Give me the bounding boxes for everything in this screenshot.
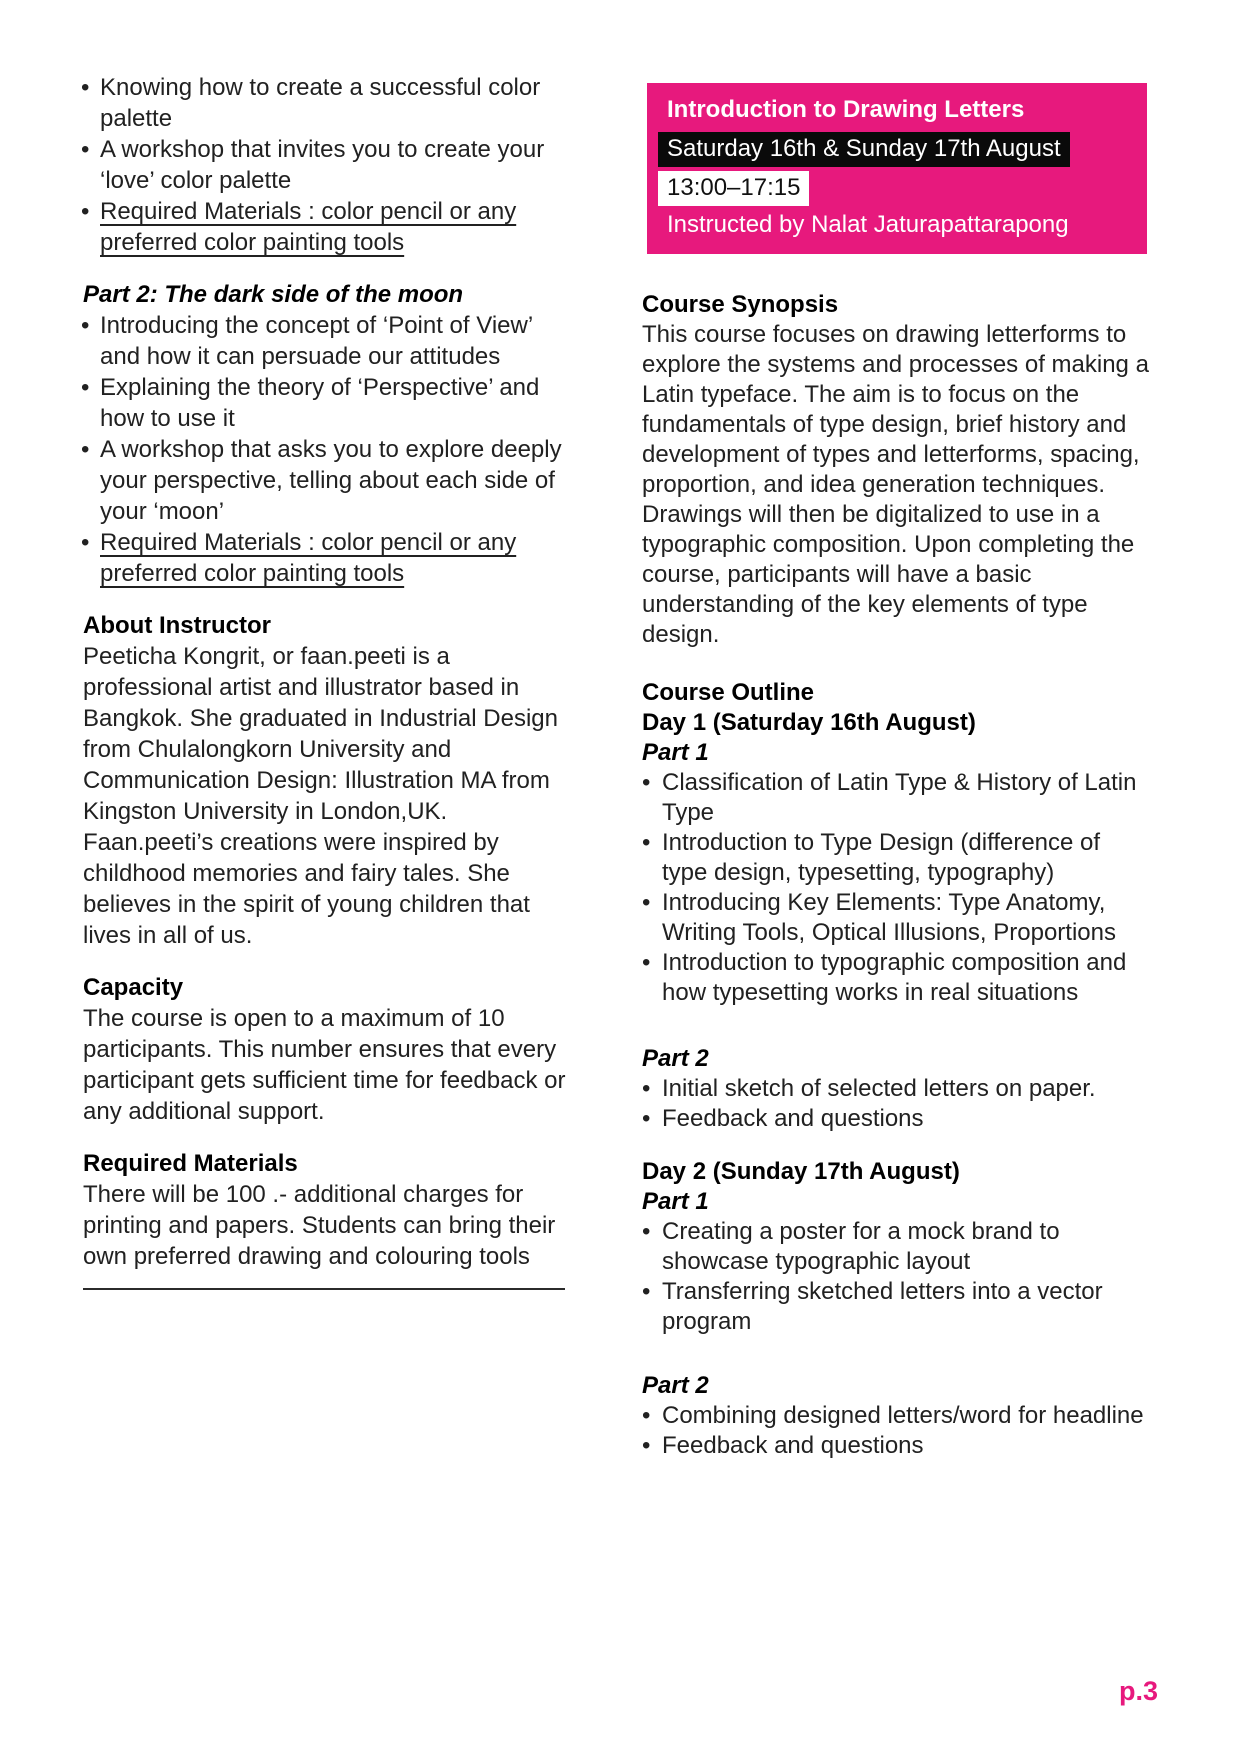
bullet-text: Feedback and questions — [662, 1105, 924, 1132]
bullet-text: Classification of Latin Type & History of Latin Type — [662, 769, 1137, 826]
bullet-item-required-materials — [83, 527, 570, 589]
bullet-item — [83, 72, 570, 134]
course-time-line — [667, 171, 1127, 206]
bullet-text-underlined: Required Materials : color pencil or any preferred color painting tools — [100, 529, 517, 587]
bullet-text: Explaining the theory of ‘Perspective’ and how to use it — [100, 374, 540, 432]
bullet-item — [642, 1104, 1149, 1134]
part2-bullet-list — [83, 310, 570, 589]
course-outline-heading: Course Outline — [642, 679, 815, 706]
part2-heading: Part 2: The dark side of the moon — [83, 281, 464, 308]
day1-heading: Day 1 (Saturday 16th August) — [642, 709, 976, 736]
day1-part1-heading: Part 1 — [642, 739, 709, 766]
bullet-item — [642, 1431, 1149, 1461]
bullet-item — [642, 1277, 1149, 1337]
day1-part2-bullet-list — [642, 1074, 1149, 1134]
bullet-text: Initial sketch of selected letters on paper. — [662, 1075, 1096, 1102]
course-header-card — [647, 83, 1147, 254]
course-title: Introduction to Drawing Letters — [667, 96, 1025, 123]
bullet-item — [642, 828, 1149, 888]
day2-part1-bullet-list — [642, 1217, 1149, 1337]
required-materials-heading: Required Materials — [83, 1150, 298, 1177]
divider-line — [83, 1288, 565, 1290]
capacity-heading: Capacity — [83, 974, 184, 1001]
bullet-item-required-materials — [83, 196, 570, 258]
bullet-item — [642, 1074, 1149, 1104]
bullet-text: Introducing the concept of ‘Point of View’ and how it can persuade our attitudes — [100, 312, 533, 370]
bullet-item — [642, 768, 1149, 828]
bullet-item — [83, 134, 570, 196]
capacity-body: The course is open to a maximum of 10 participants. This number ensures that every participant gets sufficient time for feedback or any additional support. — [83, 1005, 566, 1125]
day1-part1-bullet-list — [642, 768, 1149, 1008]
bullet-text: Creating a poster for a mock brand to showcase typographic layout — [662, 1218, 1060, 1275]
about-instructor-body: Peeticha Kongrit, or faan.peeti is a professional artist and illustrator based in Bangkok. She graduated in Industrial Design from Chulalongkorn University and Communication Design: Illustration MA from Kingston University in London,UK. Faan.peeti’s creations were inspired by childhood memories and fairy tales. She believes in the spirit of young children that lives in all of us. — [83, 643, 558, 949]
course-time-badge: 13:00–17:15 — [658, 171, 809, 206]
bullet-text: Introduction to Type Design (difference of type design, typesetting, typography) — [662, 829, 1101, 886]
day2-part2-bullet-list — [642, 1401, 1149, 1461]
bullet-item — [83, 310, 570, 372]
day2-part2-heading: Part 2 — [642, 1372, 709, 1399]
required-materials-body: There will be 100 .- additional charges for printing and papers. Students can bring their own preferred drawing and colouring tools — [83, 1181, 556, 1270]
course-instructor: Instructed by Nalat Jaturapattarapong — [667, 211, 1069, 238]
page-number: p.3 — [1118, 1676, 1158, 1706]
bullet-item — [642, 948, 1149, 1008]
bullet-text: Feedback and questions — [662, 1432, 924, 1459]
bullet-text: A workshop that invites you to create your ‘love’ color palette — [100, 136, 545, 194]
course-synopsis-heading: Course Synopsis — [642, 291, 839, 318]
course-date-line — [667, 132, 1127, 167]
bullet-item — [83, 434, 570, 527]
course-synopsis-body: This course focuses on drawing letterforms to explore the systems and processes of making a Latin typeface. The aim is to focus on the fundamentals of type design, brief history and development of types and letterforms, spacing, proportion, and idea generation techniques. Drawings will then be digitalized to use in a typographic composition. Upon completing the course, participants will have a basic understanding of the key elements of type design. — [642, 321, 1149, 648]
day2-heading: Day 2 (Sunday 17th August) — [642, 1158, 960, 1185]
about-instructor-heading: About Instructor — [83, 612, 271, 639]
bullet-item — [642, 1217, 1149, 1277]
bullet-text: Introduction to typographic composition and how typesetting works in real situations — [662, 949, 1127, 1006]
course-date-badge: Saturday 16th & Sunday 17th August — [658, 132, 1070, 167]
bullet-text: Knowing how to create a successful color palette — [100, 74, 541, 132]
bullet-item — [83, 372, 570, 434]
bullet-item — [642, 888, 1149, 948]
right-column — [642, 83, 1149, 1461]
bullet-text: Introducing Key Elements: Type Anatomy, Writing Tools, Optical Illusions, Proportions — [662, 889, 1116, 946]
bullet-text: Combining designed letters/word for headline — [662, 1402, 1144, 1429]
workshop-bullet-list — [83, 72, 570, 258]
bullet-text-underlined: Required Materials : color pencil or any preferred color painting tools — [100, 198, 517, 256]
left-column — [83, 72, 570, 1290]
bullet-text: A workshop that asks you to explore deeply your perspective, telling about each side of your ‘moon’ — [100, 436, 562, 525]
bullet-item — [642, 1401, 1149, 1431]
bullet-text: Transferring sketched letters into a vector program — [662, 1278, 1103, 1335]
day2-part1-heading: Part 1 — [642, 1188, 709, 1215]
day1-part2-heading: Part 2 — [642, 1045, 709, 1072]
